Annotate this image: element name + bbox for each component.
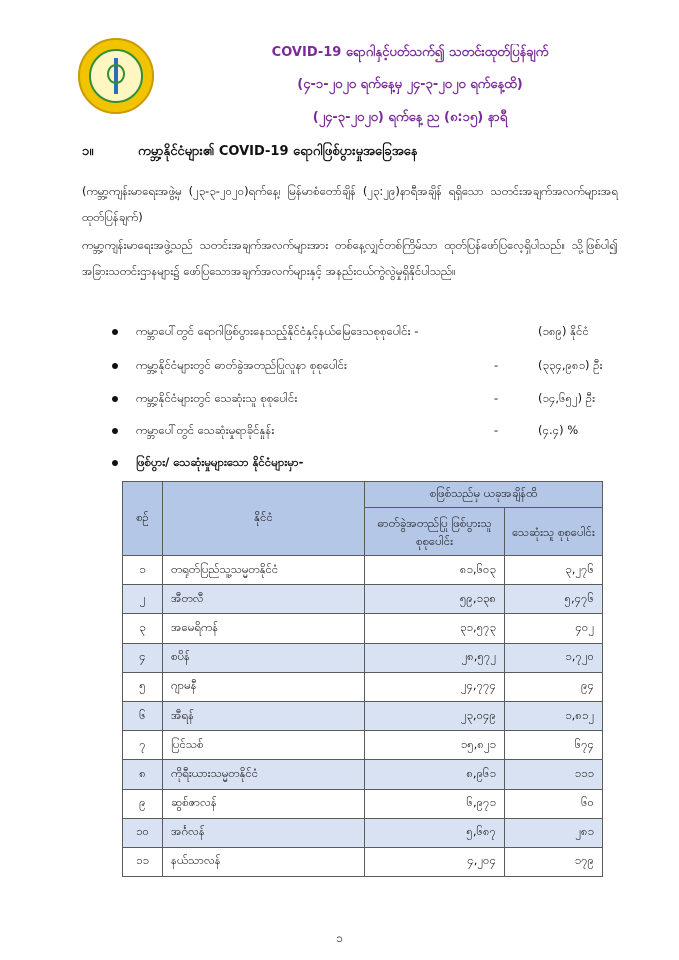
bullet-label: ဖြစ်ပွား/ သေဆုံးမှုများသော နိုင်ငံများမှာ- bbox=[136, 455, 304, 469]
row-deaths: ၅,၄၇၆ bbox=[505, 585, 603, 614]
bullet-label: ကမ္ဘာ့နိုင်ငံများတွင် သေဆုံးသူ စုစုပေါင်း bbox=[136, 391, 298, 405]
row-confirmed: ၁၅,၈၂၁ bbox=[365, 731, 505, 760]
row-confirmed: ၈,၉၆၁ bbox=[365, 760, 505, 789]
header-deaths: သေဆုံးသူ စုစုပေါင်း bbox=[505, 508, 603, 556]
row-country: ဂျာမနီ bbox=[163, 672, 365, 701]
row-country: စပိန် bbox=[163, 643, 365, 672]
table-header-row bbox=[123, 482, 603, 508]
bullet-label: ကမ္ဘာပေါ်တွင် ရောဂါဖြစ်ပွားနေသည့်နိုင်ငံနှင့်နယ်မြေဒေသစုစုပေါင်း - bbox=[136, 324, 419, 338]
header-group: စဖြစ်သည်မှ ယခုအချိန်ထိ bbox=[365, 482, 603, 508]
header-no: စဉ် bbox=[123, 482, 163, 556]
row-deaths: ၁၁၁ bbox=[505, 760, 603, 789]
logo-emblem bbox=[107, 64, 125, 84]
bullet-dot bbox=[112, 428, 118, 434]
bullet-dot bbox=[112, 363, 118, 369]
row-confirmed: ၄,၂၀၄ bbox=[365, 847, 505, 876]
table-row bbox=[123, 847, 603, 876]
row-number: ၈ bbox=[123, 760, 163, 789]
bullet-dash: - bbox=[494, 391, 499, 405]
row-number: ၁၀ bbox=[123, 818, 163, 847]
country-stats-table bbox=[122, 481, 603, 877]
row-deaths: ၉၄ bbox=[505, 672, 603, 701]
row-confirmed: ၃၁,၅၇၃ bbox=[365, 614, 505, 643]
bullet-death-rate bbox=[112, 423, 620, 443]
row-number: ၄ bbox=[123, 643, 163, 672]
row-country: အမေရိကန် bbox=[163, 614, 365, 643]
row-deaths: ၆၀ bbox=[505, 789, 603, 818]
row-confirmed: ၈၁,၆၀၃ bbox=[365, 556, 505, 585]
row-confirmed: ၅၉,၁၃၈ bbox=[365, 585, 505, 614]
table-row bbox=[123, 672, 603, 701]
table-row bbox=[123, 789, 603, 818]
row-country: နယ်သာလန် bbox=[163, 847, 365, 876]
title-line-2: (၄-၁-၂၀၂၀ ရက်နေ့မှ ၂၄-၃-၂၀၂၀ ရက်နေ့ထိ) bbox=[297, 77, 523, 92]
bullet-value: (၄.၄) % bbox=[538, 423, 579, 437]
table-row bbox=[123, 818, 603, 847]
bullet-top-countries bbox=[112, 455, 620, 475]
bullet-affected-countries bbox=[112, 324, 620, 344]
section-heading bbox=[82, 143, 417, 162]
bullet-value: (၁၄,၆၅၂) ဦး bbox=[538, 391, 596, 405]
row-deaths: ၁,၈၁၂ bbox=[505, 701, 603, 730]
row-country: ကိုရီးယားသမ္မတနိုင်ငံ bbox=[163, 760, 365, 789]
header-country: နိုင်ငံ bbox=[163, 482, 365, 556]
bullet-confirmed-total bbox=[112, 358, 620, 378]
row-country: ဆွစ်ဇာလန် bbox=[163, 789, 365, 818]
row-number: ၃ bbox=[123, 614, 163, 643]
table-row bbox=[123, 614, 603, 643]
title-line-3: (၂၄-၃-၂၀၂၀) ရက်နေ့ ည (၈:၁၅) နာရီ bbox=[312, 110, 508, 125]
ministry-logo bbox=[78, 38, 154, 114]
row-number: ၆ bbox=[123, 701, 163, 730]
row-country: အီတလီ bbox=[163, 585, 365, 614]
row-number: ၁၁ bbox=[123, 847, 163, 876]
bullet-dot bbox=[112, 460, 118, 466]
section-title: ကမ္ဘာ့နိုင်ငံများ၏ COVID-19 ရောဂါဖြစ်ပွားမှုအခြေအနေ bbox=[138, 144, 418, 159]
table-row bbox=[123, 585, 603, 614]
row-number: ၅ bbox=[123, 672, 163, 701]
header-confirmed: ဓာတ်ခွဲအတည်ပြု ဖြစ်ပွားသူ စုစုပေါင်း bbox=[365, 508, 505, 556]
row-confirmed: ၆,၉၇၁ bbox=[365, 789, 505, 818]
row-deaths: ၃,၂၇၆ bbox=[505, 556, 603, 585]
bullet-label: ကမ္ဘာ့နိုင်ငံများတွင် ဓာတ်ခွဲအတည်ပြုလူနာ စုစုပေါင်း bbox=[136, 358, 347, 372]
table-row bbox=[123, 643, 603, 672]
bullet-deaths-total bbox=[112, 391, 620, 411]
table-row bbox=[123, 760, 603, 789]
row-country: ပြင်သစ် bbox=[163, 731, 365, 760]
row-deaths: ၂၈၁ bbox=[505, 818, 603, 847]
row-country: အင်္ဂလန် bbox=[163, 818, 365, 847]
row-deaths: ၁,၇၂၀ bbox=[505, 643, 603, 672]
bullet-dash: - bbox=[494, 358, 499, 372]
title-line-1: COVID-19 ရောဂါနှင့်ပတ်သက်၍ သတင်းထုတ်ပြန်ချက် bbox=[271, 45, 549, 60]
row-confirmed: ၂၈,၅၇၂ bbox=[365, 643, 505, 672]
row-country: အီရန် bbox=[163, 701, 365, 730]
page-number: ၁ bbox=[336, 931, 343, 945]
source-note: (ကမ္ဘာ့ကျန်းမာရေးအဖွဲ့မှ (၂၃-၃-၂၀၂၀)ရက်နေ့၊ မြန်မာစံတော်ချိန် (၂၃:၂၉)နာရီအချိန် ရရှိသော သတင်းအချက်အလက်များအရ ထုတ်ပြန်ချက်) bbox=[82, 184, 618, 224]
table-row bbox=[123, 701, 603, 730]
row-deaths: ၁၇၉ bbox=[505, 847, 603, 876]
bullet-dash: - bbox=[494, 423, 499, 437]
row-country: တရုတ်ပြည်သူ့သမ္မတနိုင်ငံ bbox=[163, 556, 365, 585]
table-body bbox=[123, 556, 603, 877]
row-deaths: ၄၀၂ bbox=[505, 614, 603, 643]
row-number: ၁ bbox=[123, 556, 163, 585]
bullet-value: (၃၃၄,၉၈၁) ဦး bbox=[538, 358, 603, 372]
disclaimer-paragraph: ကမ္ဘာ့ကျန်းမာရေးအဖွဲ့သည် သတင်းအချက်အလက်များအား တစ်နေ့လျှင်တစ်ကြိမ်သာ ထုတ်ပြန်ဖော်ပြလေ့ရှိပါသည်။ သို့ဖြစ်ပါ၍ အခြားသတင်းဌာနများ၌ ဖော်ပြသောအချက်အလက်များနှင့် အနည်းငယ်ကွဲလွဲမှုရှိနိုင်ပါသည်။ bbox=[82, 238, 618, 278]
bullet-dot bbox=[112, 396, 118, 402]
row-number: ၇ bbox=[123, 731, 163, 760]
row-confirmed: ၂၄,၇၇၄ bbox=[365, 672, 505, 701]
table-row bbox=[123, 556, 603, 585]
row-confirmed: ၅,၆၈၇ bbox=[365, 818, 505, 847]
bullet-dot bbox=[112, 329, 118, 335]
section-number: ၁။ bbox=[82, 144, 94, 159]
bullet-value: (၁၈၉) နိုင်ငံ bbox=[538, 324, 589, 338]
row-confirmed: ၂၃,၀၄၉ bbox=[365, 701, 505, 730]
row-number: ၉ bbox=[123, 789, 163, 818]
row-number: ၂ bbox=[123, 585, 163, 614]
table-row bbox=[123, 731, 603, 760]
row-deaths: ၆၇၄ bbox=[505, 731, 603, 760]
bullet-label: ကမ္ဘာပေါ်တွင် သေဆုံးမှုရာခိုင်နှုန်း bbox=[136, 423, 275, 437]
